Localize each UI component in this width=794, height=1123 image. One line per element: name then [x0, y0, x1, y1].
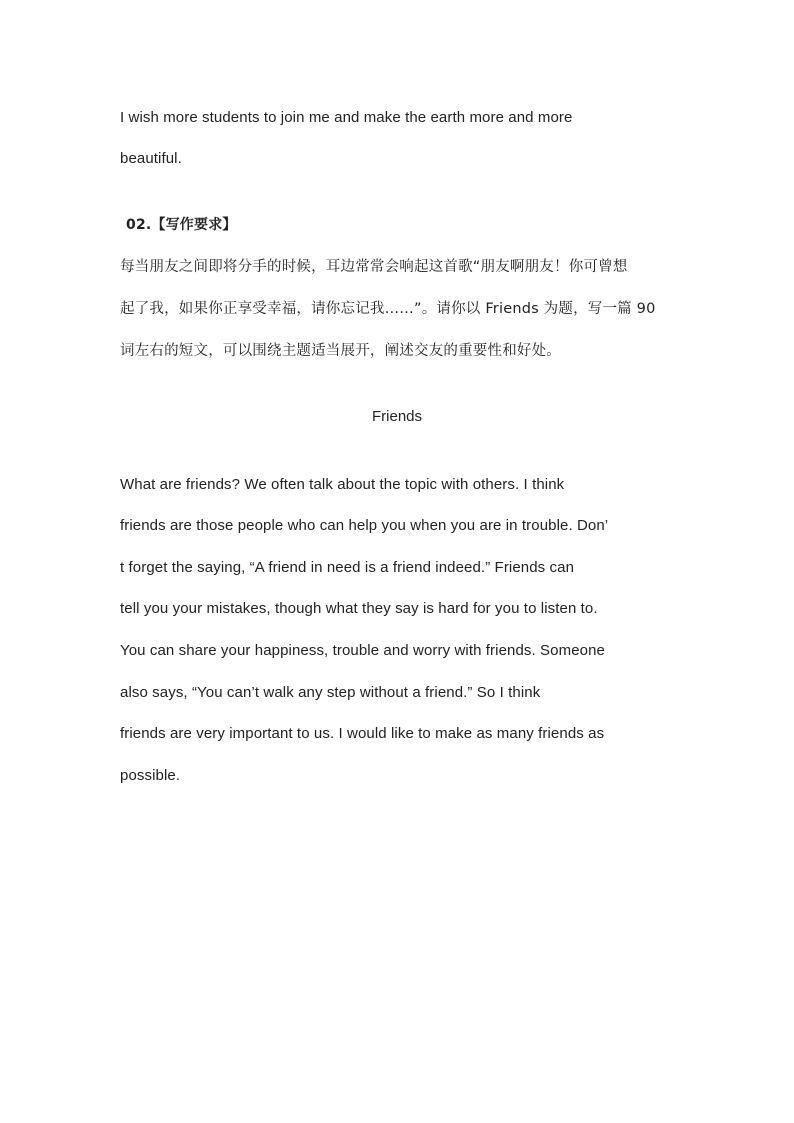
essay-line-2: friends are those people who can help you when you are in trouble. Don’	[120, 517, 609, 534]
essay-line-4: tell you your mistakes, though what they say is hard for you to listen to.	[120, 600, 598, 617]
essay-line-5: You can share your happiness, trouble and worry with friends. Someone	[120, 642, 605, 659]
essay-line-8: possible.	[120, 767, 181, 784]
intro-line-1: I wish more students to join me and make the earth more and more	[120, 109, 573, 126]
prompt-line-1: 每当朋友之间即将分手的时候，耳边常常会响起这首歌“朋友啊朋友！你可曾想	[120, 259, 628, 275]
essay-line-3: t forget the saying, “A friend in need is a friend indeed.” Friends can	[120, 559, 575, 576]
section-heading: 02.【写作要求】	[126, 217, 237, 233]
essay-title: Friends	[371, 408, 423, 425]
essay-line-1: What are friends? We often talk about the topic with others. I think	[120, 476, 565, 493]
prompt-line-2: 起了我，如果你正享受幸福，请你忘记我……”。请你以 Friends 为题，写一篇 90	[120, 301, 656, 317]
intro-line-2: beautiful.	[120, 150, 182, 167]
essay-line-6: also says, “You can’t walk any step without a friend.” So I think	[120, 684, 541, 701]
essay-line-7: friends are very important to us. I would like to make as many friends as	[120, 725, 605, 742]
prompt-line-3: 词左右的短文，可以围绕主题适当展开，阐述交友的重要性和好处。	[120, 343, 561, 359]
